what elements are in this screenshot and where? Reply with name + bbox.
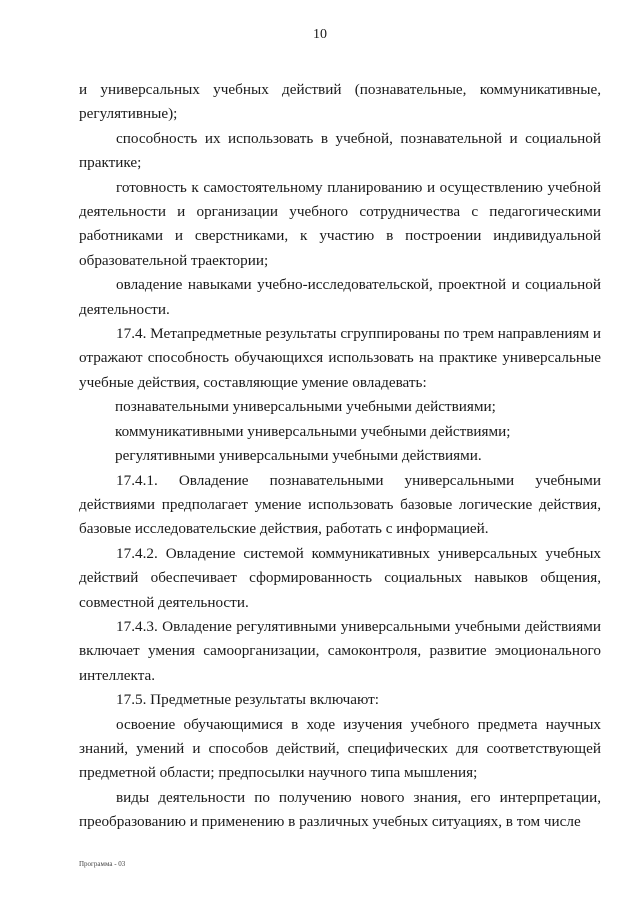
document-body bbox=[79, 78, 601, 835]
paragraph-14: виды деятельности по получению нового знания, его интерпретации, преобразованию и применению в различных учебных ситуациях, в том числе bbox=[79, 788, 601, 831]
paragraph-10: 17.4.2. Овладение системой коммуникативных универсальных учебных действий обеспечивает сформированность социальных навыков общения, совместной деятельности. bbox=[79, 544, 601, 611]
paragraph-9: 17.4.1. Овладение познавательными универсальными учебными действиями предполагает умение использовать базовые логические действия, базовые исследовательские действия, работать с информацией. bbox=[79, 471, 601, 538]
paragraph-6: познавательными универсальными учебными действиями; bbox=[115, 398, 496, 416]
paragraph-1: и универсальных учебных действий (познавательные, коммуникативные, регулятивные); bbox=[79, 81, 601, 123]
paragraph-4: овладение навыками учебно-исследовательской, проектной и социальной деятельности. bbox=[79, 276, 601, 318]
paragraph-11: 17.4.3. Овладение регулятивными универсальными учебными действиями включает умения самоорганизации, самоконтроля, развитие эмоционального интеллекта. bbox=[79, 617, 601, 684]
paragraph-12: 17.5. Предметные результаты включают: bbox=[116, 691, 379, 709]
paragraph-8: регулятивными универсальными учебными действиями. bbox=[115, 447, 482, 465]
paragraph-7: коммуникативными универсальными учебными действиями; bbox=[115, 422, 511, 440]
paragraph-3: готовность к самостоятельному планированию и осуществлению учебной деятельности и организации учебного сотрудничества с педагогическими работниками и сверстниками, к участию в построении индивидуальной образовательной траектории; bbox=[79, 178, 601, 269]
page-number: 10 bbox=[313, 27, 327, 42]
paragraph-2: способность их использовать в учебной, познавательной и социальной практике; bbox=[79, 129, 601, 172]
footer-label: Программа - 03 bbox=[79, 860, 126, 868]
paragraph-13: освоение обучающимися в ходе изучения учебного предмета научных знаний, умений и способов действий, специфических для соответствующей предметной области; предпосылки научного типа мышления; bbox=[79, 715, 601, 782]
paragraph-5: 17.4. Метапредметные результаты сгруппированы по трем направлениям и отражают способность обучающихся использовать на практике универсальные учебные действия, составляющие умение овладевать: bbox=[79, 325, 601, 391]
